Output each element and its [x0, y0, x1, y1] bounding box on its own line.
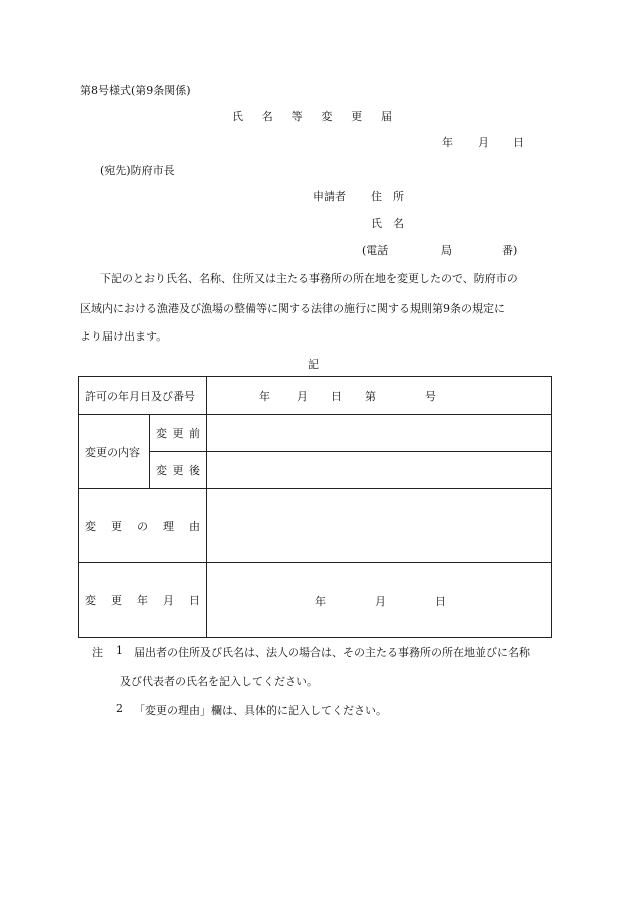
before-char: 前 [189, 427, 200, 440]
applicant-address-label: 住 所 [371, 190, 404, 203]
note-2-text: 「変更の理由」欄は、具体的に記入してください。 [134, 704, 387, 717]
date-label-char: 日 [189, 594, 200, 607]
date-month: 月 [478, 136, 489, 149]
date-year: 年 [442, 136, 453, 149]
permit-month: 月 [297, 390, 308, 403]
reason-char: 理 [163, 519, 174, 533]
title-char: 更 [351, 110, 363, 123]
before-char: 変 [156, 427, 167, 440]
reason-char: 変 [85, 519, 96, 533]
date-label-char: 月 [163, 594, 174, 607]
date-label-char: 年 [137, 594, 148, 607]
reason-field[interactable] [207, 489, 552, 563]
permit-value-field[interactable] [207, 377, 552, 415]
ki-mark: 記 [308, 358, 319, 371]
reason-char: の [137, 519, 148, 533]
permit-row [79, 377, 552, 415]
date-label-char: 更 [111, 594, 122, 607]
after-char: 変 [156, 464, 167, 477]
reason-label [79, 489, 207, 563]
title-char: 等 [291, 110, 303, 123]
change-content-label: 変更の内容 [79, 415, 150, 489]
note-1-line-1: 届出者の住所及び氏名は、法人の場合は、その主たる事務所の所在地並びに名称 [134, 646, 530, 659]
body-line-3: より届け出ます。 [80, 330, 168, 343]
permit-year: 年 [259, 390, 270, 403]
phone-open: (電話 [362, 244, 389, 257]
date-day: 日 [513, 136, 524, 149]
change-date-month: 月 [375, 595, 386, 608]
date-label-char: 変 [85, 594, 96, 607]
permit-day: 日 [331, 390, 342, 403]
note-1-line-2: 及び代表者の氏名を記入してください。 [120, 675, 318, 688]
change-date-day: 日 [435, 595, 446, 608]
form-table [78, 376, 552, 638]
before-label [150, 415, 207, 452]
applicant-label: 申請者 [313, 190, 346, 203]
change-date-label [79, 563, 207, 638]
before-char: 更 [172, 427, 184, 440]
applicant-name-label: 氏 名 [371, 217, 404, 230]
reason-char: 由 [189, 519, 200, 533]
change-before-row [79, 415, 552, 452]
phone-close: 番) [502, 244, 518, 257]
permit-label: 許可の年月日及び番号 [79, 377, 207, 415]
before-field[interactable] [207, 415, 552, 452]
title-char: 届 [380, 110, 392, 123]
permit-no-prefix: 第 [365, 390, 376, 403]
title-char: 変 [321, 110, 333, 123]
note-1-number: 1 [116, 644, 123, 657]
note-2-number: 2 [116, 702, 123, 715]
body-line-1: 下記のとおり氏名、名称、住所又は主たる事務所の所在地を変更したので、防府市の [100, 272, 518, 285]
title-char: 氏 [232, 110, 243, 123]
addressee: (宛先)防府市長 [100, 164, 175, 177]
reason-row [79, 489, 552, 563]
phone-station: 局 [441, 244, 452, 257]
title-char: 名 [261, 110, 273, 123]
change-date-year: 年 [315, 595, 326, 608]
body-line-2: 区域内における漁港及び漁場の整備等に関する法律の施行に関する規則第9条の規定に [80, 302, 505, 315]
after-char: 後 [189, 464, 200, 477]
document-title [232, 108, 392, 124]
after-char: 更 [172, 464, 184, 477]
permit-no-suffix: 号 [425, 390, 436, 403]
change-date-field[interactable] [207, 563, 552, 638]
after-label [150, 452, 207, 489]
after-field[interactable] [207, 452, 552, 489]
notes-prefix: 注 [92, 646, 103, 659]
change-date-row [79, 563, 552, 638]
change-after-row [79, 452, 552, 489]
form-number: 第8号様式(第9条関係) [80, 84, 191, 97]
reason-char: 更 [111, 519, 122, 533]
